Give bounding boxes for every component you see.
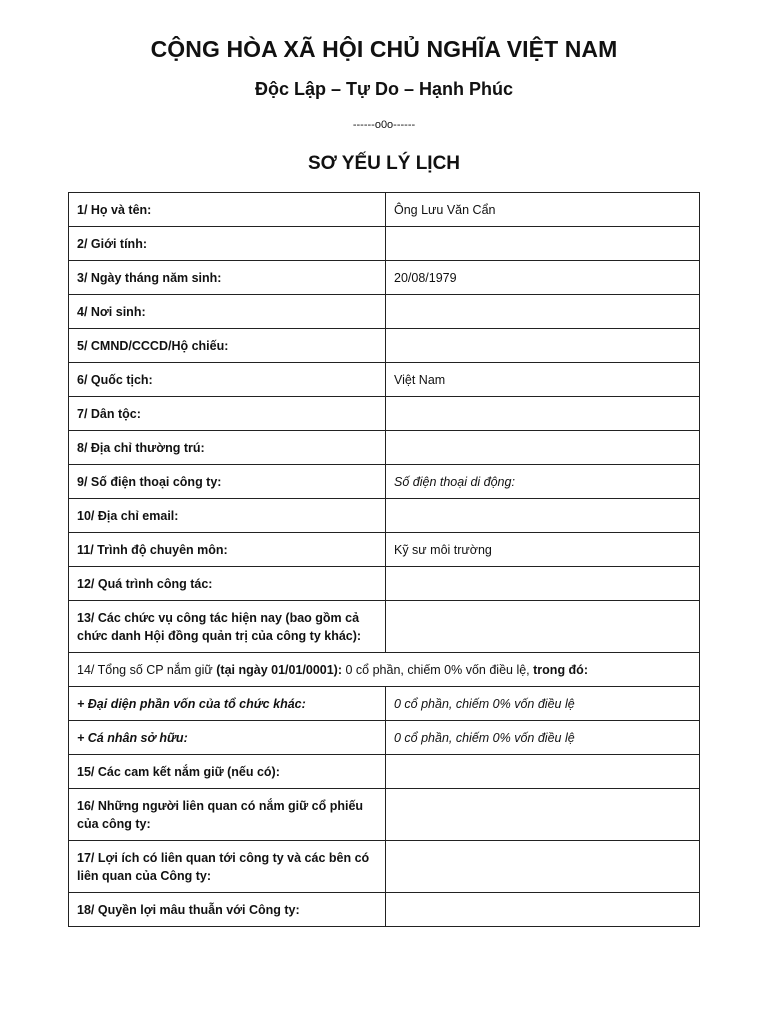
value-holding-commitments xyxy=(386,755,700,789)
label-birth-place: 4/ Nơi sinh: xyxy=(69,295,386,329)
document-motto: Độc Lập – Tự Do – Hạnh Phúc xyxy=(254,79,514,99)
label-company-phone: 9/ Số điện thoại công ty: xyxy=(69,465,386,499)
value-id-number xyxy=(386,329,700,363)
value-email xyxy=(386,499,700,533)
value-related-interests xyxy=(386,841,700,893)
form-row-qualification xyxy=(69,533,700,567)
value-ethnicity xyxy=(386,397,700,431)
separator-line: ------o0o------ xyxy=(352,119,416,131)
label-qualification: 11/ Trình độ chuyên môn: xyxy=(69,533,386,567)
form-row-ethnicity xyxy=(69,397,700,431)
form-row-birth-place xyxy=(69,295,700,329)
resume-form-table xyxy=(68,192,700,927)
value-current-positions xyxy=(386,601,700,653)
form-row-total-shares xyxy=(69,653,700,687)
form-row-related-interests xyxy=(69,841,700,893)
value-related-shareholders xyxy=(386,789,700,841)
label-gender: 2/ Giới tính: xyxy=(69,227,386,261)
form-row-id-number xyxy=(69,329,700,363)
label-address: 8/ Địa chỉ thường trú: xyxy=(69,431,386,465)
label-full-name: 1/ Họ và tên: xyxy=(69,193,386,227)
value-address xyxy=(386,431,700,465)
form-row-email xyxy=(69,499,700,533)
value-full-name: Ông Lưu Văn Cẩn xyxy=(386,193,700,227)
document-title: SƠ YẾU LÝ LỊCH xyxy=(307,153,461,174)
form-row-conflicts-of-interest xyxy=(69,893,700,927)
form-row-address xyxy=(69,431,700,465)
value-mobile-phone-label: Số điện thoại di động: xyxy=(386,465,700,499)
form-row-gender xyxy=(69,227,700,261)
value-work-history xyxy=(386,567,700,601)
label-email: 10/ Địa chỉ email: xyxy=(69,499,386,533)
label-current-positions: 13/ Các chức vụ công tác hiện nay (bao gồm cả chức danh Hội đồng quản trị của công ty khác): xyxy=(69,601,386,653)
form-row-holding-commitments xyxy=(69,755,700,789)
value-qualification: Kỹ sư môi trường xyxy=(386,533,700,567)
label-personal-shares: + Cá nhân sở hữu: xyxy=(69,721,386,755)
total-shares-date: (tại ngày 01/01/0001): xyxy=(216,662,343,677)
total-shares-value: 0 cổ phần, chiếm 0% vốn điều lệ, xyxy=(345,662,530,677)
label-work-history: 12/ Quá trình công tác: xyxy=(69,567,386,601)
form-row-birth-date xyxy=(69,261,700,295)
form-row-personal-shares xyxy=(69,721,700,755)
value-birth-place xyxy=(386,295,700,329)
value-birth-date: 20/08/1979 xyxy=(386,261,700,295)
value-gender xyxy=(386,227,700,261)
label-nationality: 6/ Quốc tịch: xyxy=(69,363,386,397)
label-ethnicity: 7/ Dân tộc: xyxy=(69,397,386,431)
label-representative-shares: + Đại diện phần vốn của tổ chức khác: xyxy=(69,687,386,721)
form-row-representative-shares xyxy=(69,687,700,721)
label-related-shareholders: 16/ Những người liên quan có nắm giữ cổ phiếu của công ty: xyxy=(69,789,386,841)
total-shares-cell xyxy=(69,653,700,687)
value-nationality: Việt Nam xyxy=(386,363,700,397)
label-conflicts-of-interest: 18/ Quyền lợi mâu thuẫn với Công ty: xyxy=(69,893,386,927)
label-birth-date: 3/ Ngày tháng năm sinh: xyxy=(69,261,386,295)
value-representative-shares: 0 cổ phần, chiếm 0% vốn điều lệ xyxy=(386,687,700,721)
form-row-nationality xyxy=(69,363,700,397)
form-row-work-history xyxy=(69,567,700,601)
form-row-full-name xyxy=(69,193,700,227)
label-id-number: 5/ CMND/CCCD/Hộ chiếu: xyxy=(69,329,386,363)
total-shares-label: 14/ Tổng số CP nắm giữ xyxy=(77,662,213,677)
value-conflicts-of-interest xyxy=(386,893,700,927)
label-related-interests: 17/ Lợi ích có liên quan tới công ty và các bên có liên quan của Công ty: xyxy=(69,841,386,893)
value-personal-shares: 0 cổ phần, chiếm 0% vốn điều lệ xyxy=(386,721,700,755)
label-holding-commitments: 15/ Các cam kết nắm giữ (nếu có): xyxy=(69,755,386,789)
total-shares-breakdown-label: trong đó: xyxy=(533,662,588,677)
form-row-related-shareholders xyxy=(69,789,700,841)
document-heading: CỘNG HÒA XÃ HỘI CHỦ NGHĨA VIỆT NAM xyxy=(150,36,618,62)
form-row-current-positions xyxy=(69,601,700,653)
form-row-company-phone xyxy=(69,465,700,499)
